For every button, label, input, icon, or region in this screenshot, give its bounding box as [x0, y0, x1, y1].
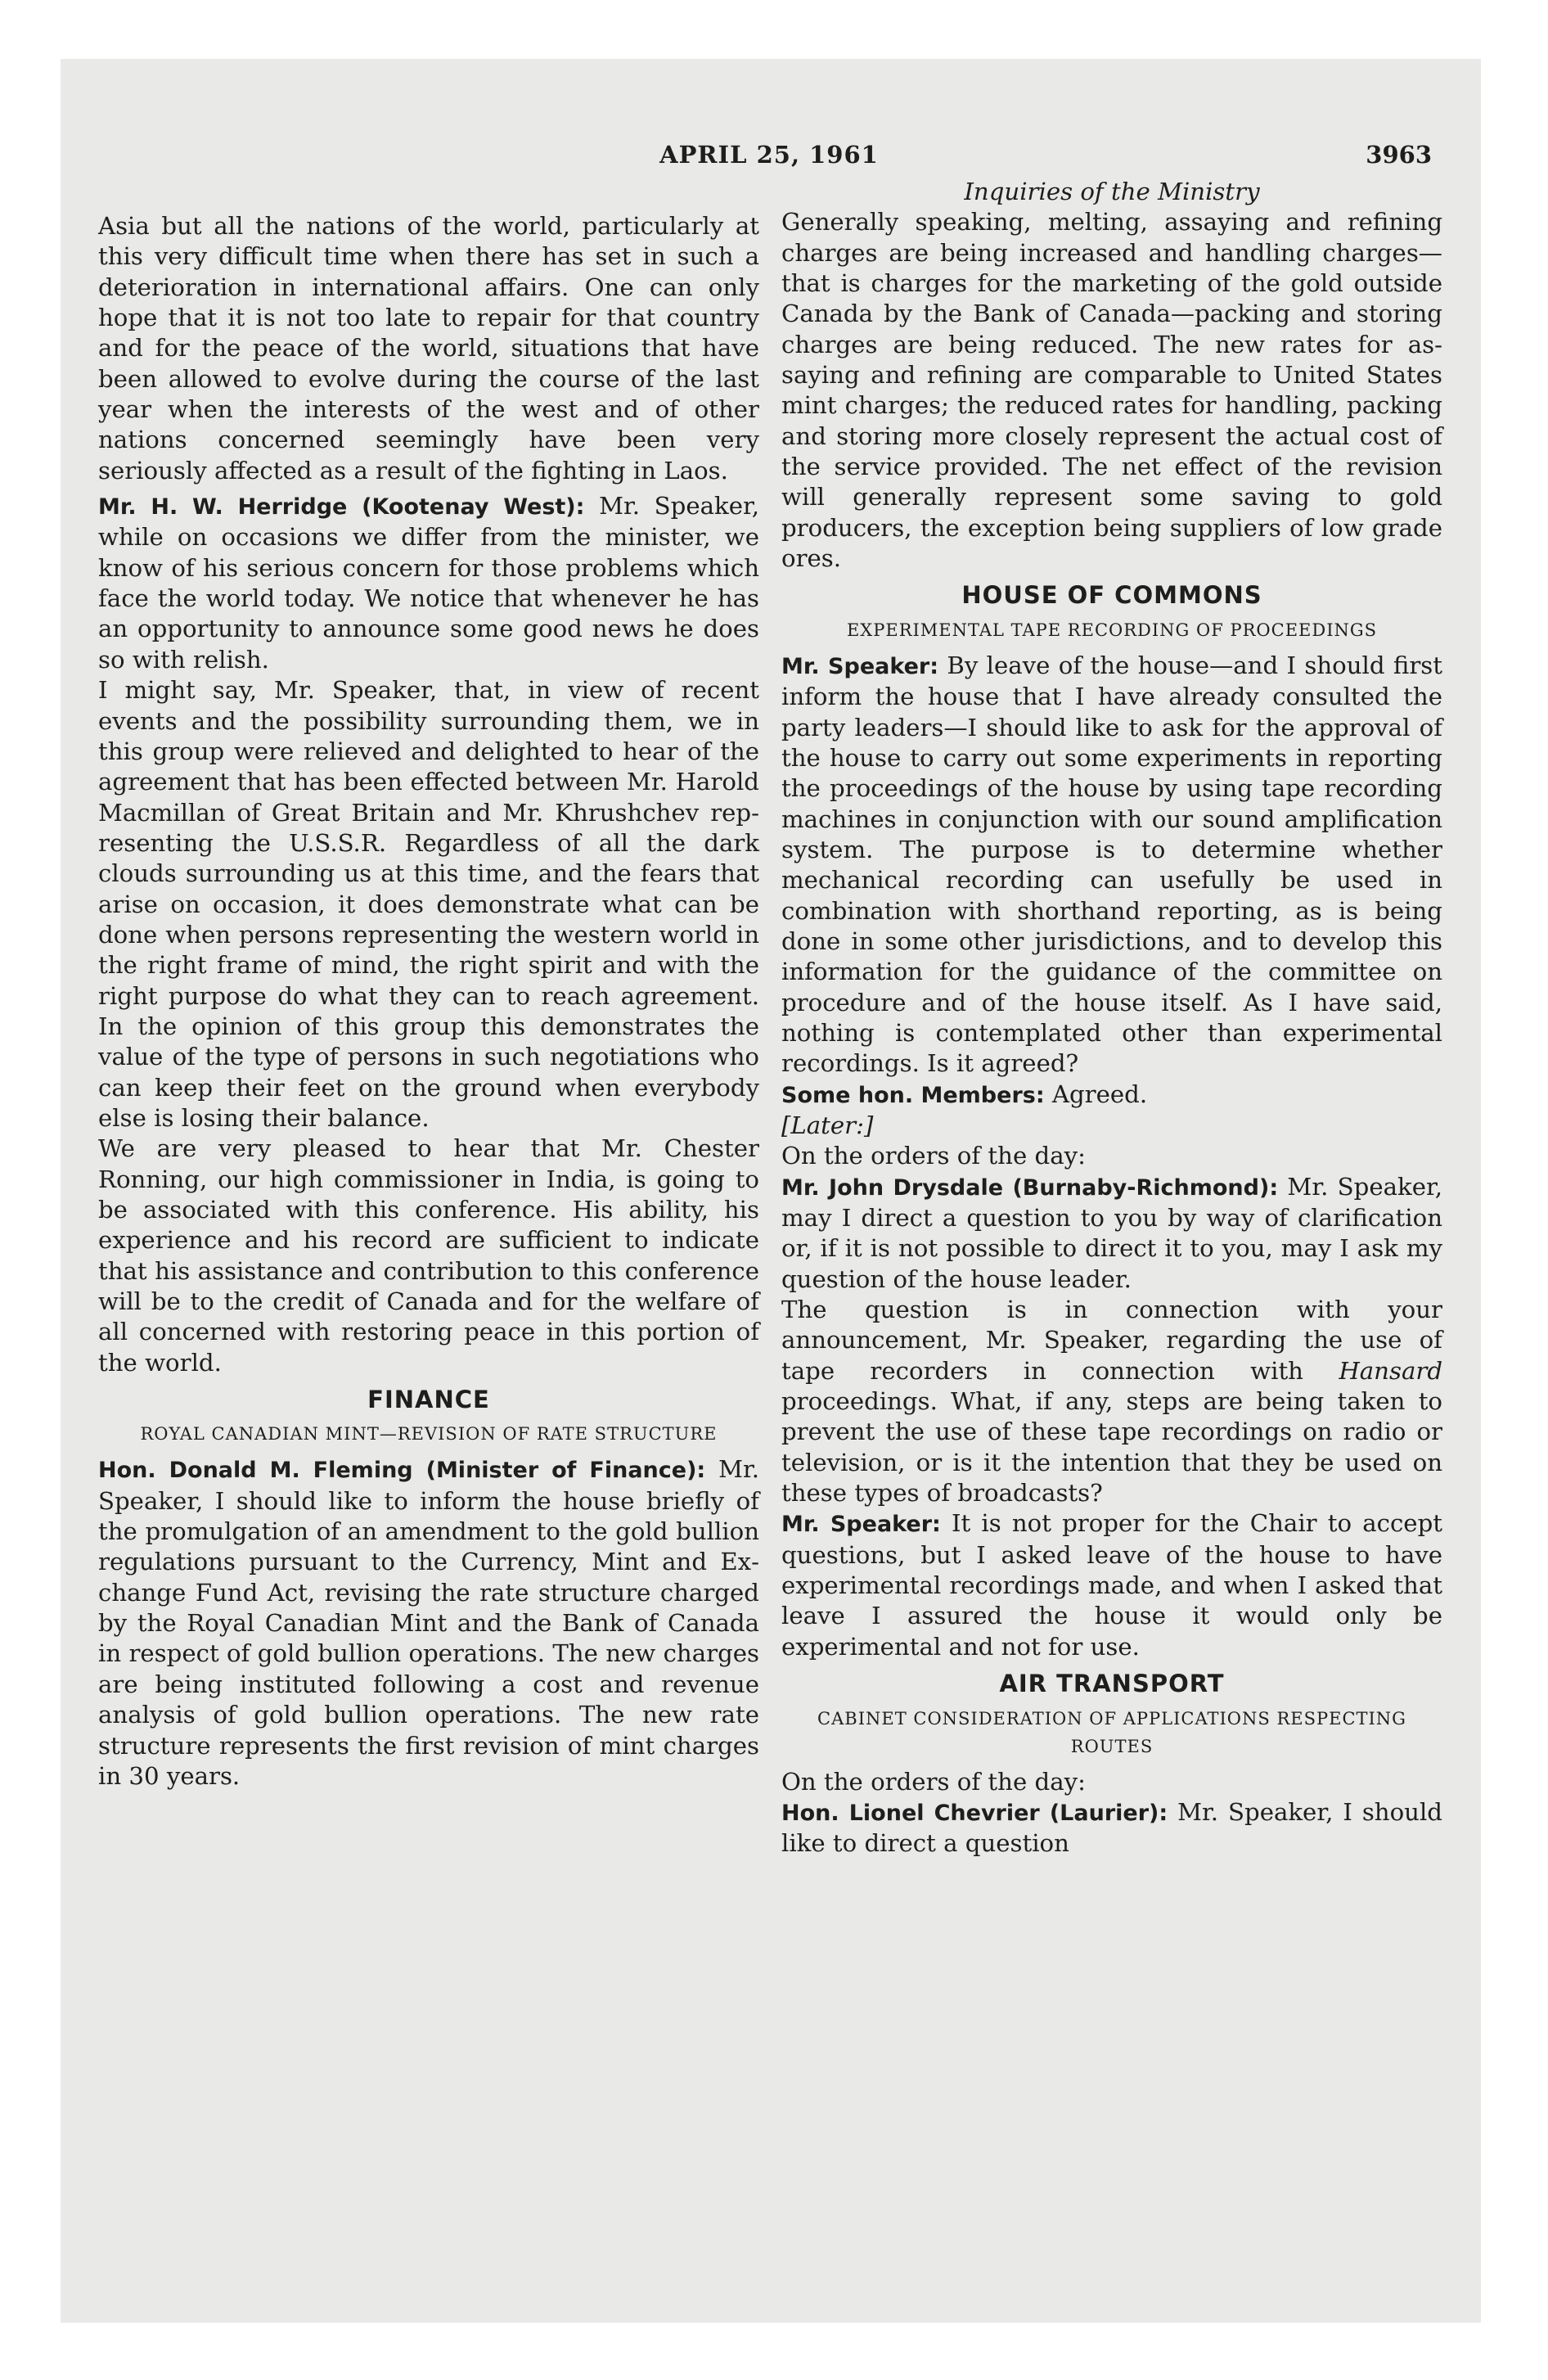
running-head: Inquiries of the Ministry — [964, 178, 1260, 205]
paragraph: On the orders of the day: — [781, 1142, 1086, 1170]
paragraph: Asia but all the nations of the world, particularly at this very difficult time when there has set in such a deterioration in international affairs. One can only hope that it is not too late to repair for that country and for the peace of the world, situations that have been allowed to evolve during the course of the last year when the interests of the west and of other nations concerned seemingly have been very seriously affected as a result of the fighting in Laos. — [98, 212, 759, 485]
paragraph — [781, 1172, 1442, 1295]
paragraph: [Later:] — [781, 1111, 874, 1139]
paragraph — [781, 651, 1442, 1080]
speaker-name: Mr. Speaker: — [781, 1512, 941, 1538]
paragraph — [781, 1080, 1442, 1111]
speech-text: proceedings. What, if any, steps are being taken to prevent the use of these tape recordings on radio or television, or is it the intention that they be used on these types of broadcasts? — [781, 1387, 1442, 1508]
speaker-name: Mr. H. W. Herridge (Kootenay West): — [98, 494, 585, 521]
speaker-name: Hon. Lionel Chevrier (Laurier): — [781, 1800, 1168, 1826]
section-subtitle: CABINET CONSIDERATION OF APPLICATIONS RESPECTING ROUTES — [817, 1708, 1406, 1756]
section-title-commons: HOUSE OF COMMONS — [961, 581, 1262, 610]
speaker-name: Some hon. Members: — [781, 1082, 1045, 1108]
speech-text: Mr. Speaker, I should like to inform the house briefly of the promulgation of an amendment to the gold bullion regulations pursuant to the Currency, Mint and Exchange Fund Act, revising the rate structure charged by the Royal Canadian Mint and the Bank of Canada in respect of gold bullion operations. The new charges are being instituted following a cost and revenue analysis of gold bullion operations. The new rate structure represents the first revision of mint charges in 30 years. — [98, 1455, 760, 1790]
paragraph — [98, 1454, 759, 1792]
speech-text: Mr. Speaker, I should like to direct a question — [781, 1797, 1442, 1858]
paragraph — [781, 1797, 1442, 1859]
speech-text: Agreed. — [1044, 1080, 1148, 1108]
paragraph: On the orders of the day: — [781, 1767, 1086, 1796]
paragraph: We are very pleased to hear that Mr. Chester Ronning, our high commissioner in India, is going to be associated with this conference. His ability, his experience and his record are sufficient to indicate that his assistance and contribution to this conference will be to the credit of Canada and for the welfare of all concerned with restoring peace in this portion of the world. — [98, 1134, 759, 1377]
speaker-name: Mr. John Drysdale (Burnaby-Richmond): — [781, 1174, 1279, 1201]
paragraph: Generally speaking, melting, assaying and refining charges are being increased and handling charges—that is charges for the marketing of the gold outside Canada by the Bank of Canada—packing and storing charges are being reduced. The new rates for assaying and refining are comparable to United States mint charges; the reduced rates for handling, packing and storing more closely represent the actual cost of the service provided. The net effect of the revision will generally represent some saving to gold producers, the exception being suppliers of low grade ores. — [781, 208, 1442, 573]
speech-text: Mr. Speaker, while on occasions we differ from the minister, we know of his serious concern for those problems which face the world today. We notice that whenever he has an opportunity to announce some good news he does so with relish. — [98, 492, 759, 674]
paragraph — [781, 1295, 1442, 1508]
section-title-air-transport: AIR TRANSPORT — [999, 1670, 1225, 1698]
section-subtitle: EXPERIMENTAL TAPE RECORDING OF PROCEEDINGS — [846, 620, 1378, 640]
speech-text: It is not proper for the Chair to accept questions, but I asked leave of the house to have experimental recordings made, and when I asked that leave I assured the house it would only be experimental and not for use. — [781, 1509, 1442, 1661]
paragraph — [98, 491, 759, 675]
left-column — [98, 211, 759, 1792]
hansard-italic: Hansard — [1339, 1356, 1442, 1385]
section-subtitle: ROYAL CANADIAN MINT—REVISION OF RATE STRUCTURE — [140, 1424, 718, 1445]
speaker-name: Mr. Speaker: — [781, 653, 939, 679]
right-column — [781, 177, 1442, 1859]
paragraph: I might say, Mr. Speaker, that, in view of recent events and the possibility surrounding them, we in this group were relieved and delighted to hear of the agreement that has been effected between Mr. Harold Macmillan of Great Britain and Mr. Khrushchev representing the U.S.S.R. Regardless of all the dark clouds surrounding us at this time, and the fears that arise on occasion, it does demonstrate what can be done when persons representing the western world in the right frame of mind, the right spirit and with the right purpose do what they can to reach agreement. In the opinion of this group this demonstrates the value of the type of persons in such negotiations who can keep their feet on the ground when everybody else is losing their balance. — [98, 676, 759, 1132]
page-header — [98, 141, 1440, 180]
speech-text: By leave of the house—and I should first inform the house that I have already consulted the party leaders—I should like to ask for the approval of the house to carry out some experiments in reporting the proceedings of the house by using tape recording machines in conjunction with our sound amplification system. The purpose is to determine whether mechanical recording can usefully be used in combination with shorthand reporting, as is being done in some other jurisdictions, and to develop this information for the guidance of the committee on procedure and of the house itself. As I have said, nothing is contemplated other than experimental recordings. Is it agreed? — [781, 651, 1442, 1078]
page-number: 3963 — [1366, 141, 1432, 169]
page-date: APRIL 25, 1961 — [659, 141, 879, 169]
speaker-name: Hon. Donald M. Fleming (Minister of Finance): — [98, 1458, 706, 1484]
speech-text: The question is in connection with your announcement, Mr. Speaker, regarding the use of tape recorders in connection with — [781, 1296, 1442, 1385]
section-title-finance: FINANCE — [367, 1386, 490, 1414]
paragraph — [781, 1508, 1442, 1662]
speech-text: Mr. Speaker, may I direct a question to you by way of clarification or, if it is not possible to direct it to you, may I ask my question of the house leader. — [781, 1172, 1442, 1293]
